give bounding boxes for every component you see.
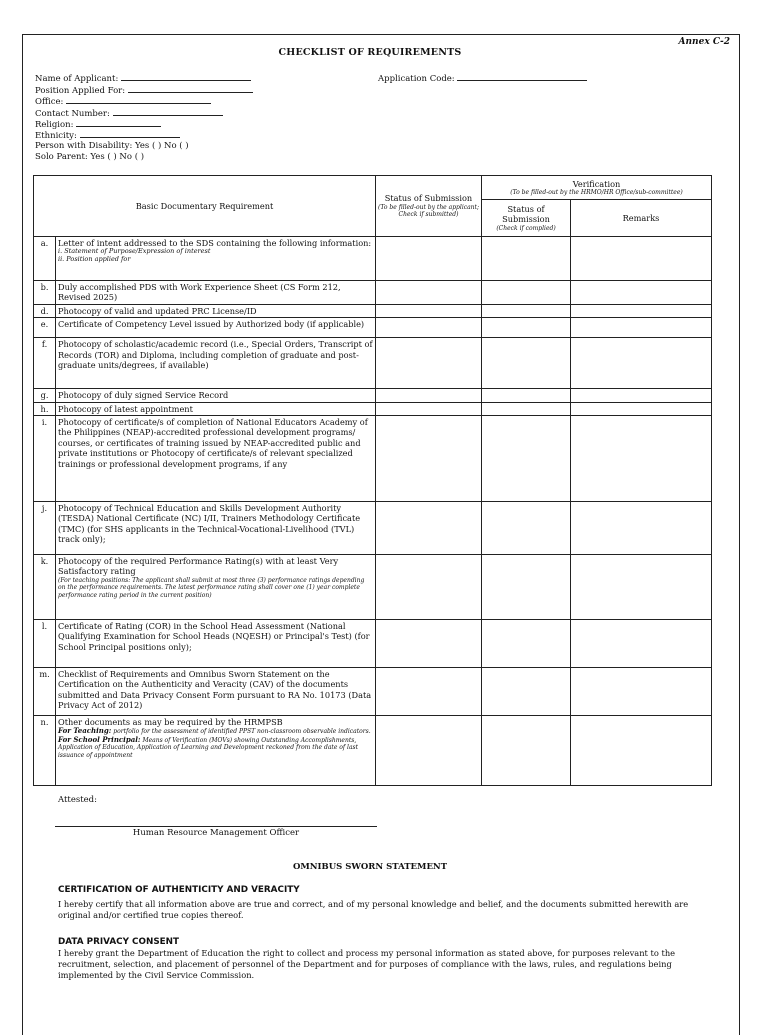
status-cell[interactable] [376,668,482,716]
row-requirement: Photocopy of duly signed Service Record [56,389,376,402]
table-row [34,502,712,555]
remarks-cell[interactable] [571,502,712,555]
header-remarks: Remarks [571,200,712,237]
row-letter: g. [34,389,56,402]
name-of-applicant-label: Name of Applicant: [35,74,119,84]
row-requirement: Photocopy of latest appointment [56,402,376,415]
status-cell[interactable] [376,338,482,389]
header-verification-note: (To be filled-out by the HRMO/HR Office/sub-committee) [510,188,683,196]
ethnicity-line[interactable] [80,129,180,138]
verification-status-cell[interactable] [482,555,571,620]
status-cell[interactable] [376,620,482,668]
status-cell[interactable] [376,402,482,415]
verification-status-cell[interactable] [482,402,571,415]
privacy-text: I hereby grant the Department of Education the right to collect and process my personal information as stated above, for purposes relevant to the recruitment, selection, and placement of personnel of the Department and for purposes of compliance with the laws, rules, and regulations being implemented by the Civil Service Commission. [58,948,676,980]
office-label: Office: [35,97,64,107]
verification-status-cell[interactable] [482,668,571,716]
row-requirement: Photocopy of scholastic/academic record (i.e., Special Orders, Transcript of Records (TOR) and Diploma, including completion of graduate and post-graduate units/degrees, if available) [56,338,376,389]
table-row [34,237,712,281]
document-title: CHECKLIST OF REQUIREMENTS [278,47,462,58]
verification-status-cell[interactable] [482,389,571,402]
row-requirement: Certificate of Rating (COR) in the School Head Assessment (National Qualifying Examination for School Heads (NQESH) or Principal's Test) (for School Principal positions only); [56,620,376,668]
contact-number-line[interactable] [113,107,223,116]
application-code-label: Application Code: [378,74,455,84]
row-letter: h. [34,402,56,415]
religion-line[interactable] [76,118,161,127]
verification-status-cell[interactable] [482,318,571,338]
status-cell[interactable] [376,304,482,317]
verification-status-cell[interactable] [482,416,571,502]
row-letter: i. [34,416,56,502]
remarks-cell[interactable] [571,716,712,786]
contact-number-label: Contact Number: [35,109,110,119]
row-requirement: Checklist of Requirements and Omnibus Sworn Statement on the Certification on the Authenticity and Veracity (CAV) of the documents submitted and Data Privacy Consent Form pursuant to RA No. 10173 (Data Privacy Act of 2012) [56,668,376,716]
header-status-note: (To be filled-out by the applicant; Check if submitted) [378,203,479,219]
status-cell[interactable] [376,555,482,620]
row-requirement: Certificate of Competency Level issued by Authorized body (if applicable) [56,318,376,338]
status-cell[interactable] [376,716,482,786]
table-row [34,338,712,389]
remarks-cell[interactable] [571,668,712,716]
row-letter: a. [34,237,56,281]
row-letter: f. [34,338,56,389]
solo-parent-field[interactable]: Solo Parent: Yes ( ) No ( ) [35,152,145,162]
row-letter: l. [34,620,56,668]
row-requirement: Photocopy of the required Performance Rating(s) with at least Very Satisfactory rating (For teaching positions: The applicant shall submit at most three (3) performance ratings depending on the performance requirements. The latest performance rating shall cover one (1) year complete performance rating period in the current position) [56,555,376,620]
row-letter: n. [34,716,56,786]
status-cell[interactable] [376,416,482,502]
table-row [34,620,712,668]
verification-status-cell[interactable] [482,281,571,305]
row-letter: k. [34,555,56,620]
status-cell[interactable] [376,502,482,555]
verification-status-cell[interactable] [482,620,571,668]
remarks-cell[interactable] [571,281,712,305]
table-header-row [34,176,712,200]
verification-status-cell[interactable] [482,237,571,281]
requirements-table [33,175,712,786]
header-status-submission: Status of Submission (To be filled-out by the applicant; Check if submitted) [376,176,482,237]
row-letter: b. [34,281,56,305]
verification-status-cell[interactable] [482,502,571,555]
row-requirement: Photocopy of certificate/s of completion of National Educators Academy of the Philippines (NEAP)-accredited professional development programs/ courses, or certificates of training issued by NEAP-accredited public and private institutions or Photocopy of certificate/s of relevant specialized trainings or professional development programs, if any [56,416,376,502]
header-requirement: Basic Documentary Requirement [34,176,376,237]
religion-label: Religion: [35,120,74,130]
position-applied-label: Position Applied For: [35,86,126,96]
header-ver-status-note: (Check if complied) [496,224,556,232]
signature-line[interactable] [55,826,377,827]
remarks-cell[interactable] [571,620,712,668]
table-row [34,716,712,786]
cav-text: I hereby certify that all information above are true and correct, and of my personal knowledge and belief, and the documents submitted herewith are original and/or certified true copies thereof. [58,899,689,920]
remarks-cell[interactable] [571,555,712,620]
name-of-applicant-field[interactable] [35,72,251,84]
row-requirement: Letter of intent addressed to the SDS containing the following information: i. Statement of Purpose/Expression of interest ii. Position applied for [56,237,376,281]
pwd-field[interactable]: Person with Disability: Yes ( ) No ( ) [35,141,189,151]
position-applied-line[interactable] [128,84,253,93]
row-requirement: Duly accomplished PDS with Work Experience Sheet (CS Form 212, Revised 2025) [56,281,376,305]
header-verification: Verification (To be filled-out by the HRMO/HR Office/sub-committee) [482,176,712,200]
office-line[interactable] [66,95,211,104]
remarks-cell[interactable] [571,402,712,415]
remarks-cell[interactable] [571,338,712,389]
verification-status-cell[interactable] [482,716,571,786]
attested-label: Attested: [58,795,97,805]
annex-label: Annex C-2 [678,37,730,47]
verification-status-cell[interactable] [482,304,571,317]
hr-officer-label: Human Resource Management Officer [132,828,300,838]
row-requirement: Photocopy of Technical Education and Skills Development Authority (TESDA) National Certificate (NC) I/II, Trainers Methodology Certificate (TMC) (for SHS applicants in the Technical-Vocational-Livelihood (TVL) track only); [56,502,376,555]
remarks-cell[interactable] [571,304,712,317]
verification-status-cell[interactable] [482,338,571,389]
status-cell[interactable] [376,237,482,281]
ethnicity-label: Ethnicity: [35,131,77,141]
table-row [34,389,712,402]
application-code-line[interactable] [457,72,587,81]
table-row [34,416,712,502]
status-cell[interactable] [376,281,482,305]
row-letter: m. [34,668,56,716]
privacy-heading: DATA PRIVACY CONSENT [58,937,180,947]
name-of-applicant-line[interactable] [121,72,251,81]
omnibus-title: OMNIBUS SWORN STATEMENT [292,862,448,872]
row-requirement: Photocopy of valid and updated PRC License/ID [56,304,376,317]
table-row [34,402,712,415]
row-letter: d. [34,304,56,317]
table-row [34,281,712,305]
application-code-field[interactable] [378,72,587,84]
row-requirement: Other documents as may be required by the HRMPSB For Teaching: portfolio for the assessment of identified PPST non-classroom observable indicators. For School Principal: Means of Verification (MOVs) showing Outstanding Accomplishments, Application of Education, Application of Learning and Development reckoned from the date of last issuance of appointment [56,716,376,786]
table-row [34,304,712,317]
remarks-cell[interactable] [571,318,712,338]
remarks-cell[interactable] [571,389,712,402]
cav-heading: CERTIFICATION OF AUTHENTICITY AND VERACITY [58,885,300,895]
status-cell[interactable] [376,389,482,402]
row-letter: e. [34,318,56,338]
table-row [34,668,712,716]
ethnicity-field[interactable] [35,129,180,141]
remarks-cell[interactable] [571,237,712,281]
header-ver-status: Status of Submission (Check if complied) [482,200,571,237]
table-row [34,318,712,338]
status-cell[interactable] [376,318,482,338]
row-letter: j. [34,502,56,555]
remarks-cell[interactable] [571,416,712,502]
table-row [34,555,712,620]
office-field[interactable] [35,95,211,107]
